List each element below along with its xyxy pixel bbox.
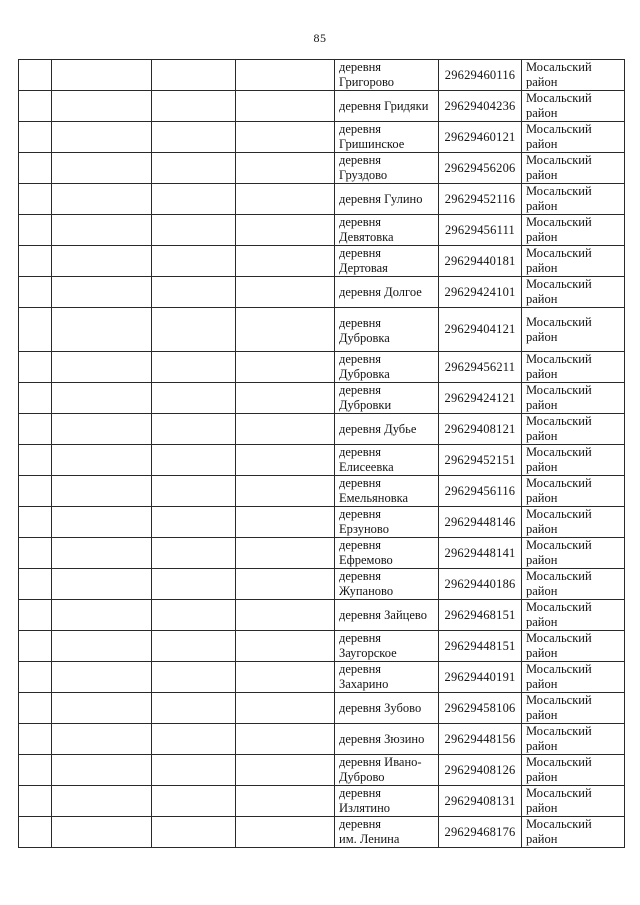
settlement-name-line1: деревня Гридяки <box>339 98 429 113</box>
settlement-name-cell <box>335 693 439 724</box>
settlement-name-line1: деревня <box>339 786 382 800</box>
settlement-name-cell <box>335 352 439 383</box>
oktmo-code-cell: 29629448156 <box>439 724 522 755</box>
oktmo-code-cell: 29629440181 <box>439 246 522 277</box>
district-line2: район <box>526 522 558 536</box>
settlement-registry-table <box>18 59 625 848</box>
settlement-name-cell <box>335 755 439 786</box>
district-line2: район <box>526 553 558 567</box>
empty-cell <box>19 308 52 352</box>
district-cell <box>522 414 625 445</box>
empty-cell <box>236 755 335 786</box>
settlement-name-line1: деревня <box>339 817 382 831</box>
district-cell <box>522 153 625 184</box>
district-line2: район <box>526 106 558 120</box>
district-cell <box>522 184 625 215</box>
settlement-name-line1: деревня <box>339 352 382 366</box>
settlement-name-cell <box>335 277 439 308</box>
empty-cell <box>236 569 335 600</box>
empty-cell <box>152 445 236 476</box>
district-line2: район <box>526 770 558 784</box>
empty-cell <box>52 122 152 153</box>
table-row <box>19 352 625 383</box>
oktmo-code-cell: 29629458106 <box>439 693 522 724</box>
district-line2: район <box>526 615 558 629</box>
district-line2: район <box>526 168 558 182</box>
empty-cell <box>52 352 152 383</box>
empty-cell <box>152 215 236 246</box>
table-row <box>19 277 625 308</box>
table-row <box>19 308 625 352</box>
district-line1: Мосальский <box>526 414 592 428</box>
empty-cell <box>152 414 236 445</box>
district-line2: район <box>526 460 558 474</box>
settlement-name-cell <box>335 476 439 507</box>
oktmo-code-cell: 29629408131 <box>439 786 522 817</box>
district-line1: Мосальский <box>526 60 592 74</box>
settlement-name-line1: деревня Долгое <box>339 284 422 299</box>
empty-cell <box>236 184 335 215</box>
district-line2: район <box>526 584 558 598</box>
empty-cell <box>52 724 152 755</box>
table-row <box>19 569 625 600</box>
oktmo-code-cell: 29629404121 <box>439 308 522 352</box>
settlement-name-line1: деревня <box>339 122 382 136</box>
table-body <box>19 60 625 848</box>
table-row <box>19 476 625 507</box>
settlement-name-cell <box>335 414 439 445</box>
district-cell <box>522 476 625 507</box>
settlement-name-line1: деревня <box>339 507 382 521</box>
empty-cell <box>19 507 52 538</box>
table-row <box>19 414 625 445</box>
district-cell <box>522 445 625 476</box>
empty-cell <box>19 476 52 507</box>
empty-cell <box>19 184 52 215</box>
settlement-name-line1: деревня <box>339 631 382 645</box>
empty-cell <box>52 569 152 600</box>
settlement-name-cell <box>335 246 439 277</box>
table-row <box>19 538 625 569</box>
district-line2: район <box>526 832 558 846</box>
empty-cell <box>152 184 236 215</box>
oktmo-code-cell: 29629460116 <box>439 60 522 91</box>
empty-cell <box>152 91 236 122</box>
settlement-name-cell <box>335 383 439 414</box>
oktmo-code-cell: 29629440186 <box>439 569 522 600</box>
table-row <box>19 445 625 476</box>
empty-cell <box>52 445 152 476</box>
settlement-name-cell <box>335 786 439 817</box>
empty-cell <box>236 476 335 507</box>
settlement-name-cell <box>335 184 439 215</box>
table-row <box>19 662 625 693</box>
settlement-name-line2: Груздово <box>339 168 388 182</box>
oktmo-code-cell: 29629440191 <box>439 662 522 693</box>
empty-cell <box>19 662 52 693</box>
empty-cell <box>236 817 335 848</box>
empty-cell <box>52 414 152 445</box>
table-row <box>19 724 625 755</box>
empty-cell <box>236 352 335 383</box>
settlement-name-cell <box>335 60 439 91</box>
settlement-name-line1: деревня Зайцево <box>339 607 427 622</box>
district-line1: Мосальский <box>526 724 592 738</box>
district-cell <box>522 308 625 352</box>
settlement-name-line1: деревня <box>339 383 382 397</box>
page-number: 85 <box>313 31 327 45</box>
oktmo-code-cell: 29629404236 <box>439 91 522 122</box>
settlement-name-line1: деревня <box>339 316 382 330</box>
oktmo-code-cell: 29629468151 <box>439 600 522 631</box>
settlement-name-cell <box>335 215 439 246</box>
district-line1: Мосальский <box>526 631 592 645</box>
settlement-name-line2: Девятовка <box>339 230 394 244</box>
settlement-name-line1: деревня Зюзино <box>339 731 425 746</box>
empty-cell <box>236 277 335 308</box>
empty-cell <box>19 153 52 184</box>
empty-cell <box>236 662 335 693</box>
district-cell <box>522 817 625 848</box>
district-line2: район <box>526 75 558 89</box>
district-cell <box>522 383 625 414</box>
district-line1: Мосальский <box>526 662 592 676</box>
settlement-name-line2: Григорово <box>339 75 395 89</box>
settlement-name-line1: деревня <box>339 445 382 459</box>
settlement-name-line2: Излятино <box>339 801 391 815</box>
settlement-name-line2: Дуброво <box>339 770 385 784</box>
settlement-name-line1: деревня <box>339 60 382 74</box>
empty-cell <box>52 91 152 122</box>
oktmo-code-cell: 29629448151 <box>439 631 522 662</box>
settlement-name-cell <box>335 507 439 538</box>
district-cell <box>522 215 625 246</box>
empty-cell <box>236 414 335 445</box>
empty-cell <box>236 445 335 476</box>
empty-cell <box>236 693 335 724</box>
empty-cell <box>236 786 335 817</box>
district-line1: Мосальский <box>526 476 592 490</box>
district-cell <box>522 786 625 817</box>
district-line1: Мосальский <box>526 786 592 800</box>
empty-cell <box>19 786 52 817</box>
district-cell <box>522 277 625 308</box>
district-cell <box>522 631 625 662</box>
empty-cell <box>52 755 152 786</box>
empty-cell <box>19 122 52 153</box>
empty-cell <box>152 569 236 600</box>
table-row <box>19 215 625 246</box>
empty-cell <box>152 662 236 693</box>
empty-cell <box>52 507 152 538</box>
table-row <box>19 246 625 277</box>
district-line2: район <box>526 677 558 691</box>
settlement-name-cell <box>335 91 439 122</box>
district-line2: район <box>526 398 558 412</box>
empty-cell <box>52 215 152 246</box>
district-line1: Мосальский <box>526 383 592 397</box>
oktmo-code-cell: 29629452116 <box>439 184 522 215</box>
settlement-name-line2: Дубровка <box>339 331 390 345</box>
oktmo-code-cell: 29629448141 <box>439 538 522 569</box>
table-row <box>19 786 625 817</box>
empty-cell <box>236 538 335 569</box>
district-cell <box>522 352 625 383</box>
empty-cell <box>52 631 152 662</box>
district-line2: район <box>526 329 558 344</box>
table-row <box>19 184 625 215</box>
empty-cell <box>236 122 335 153</box>
settlement-name-cell <box>335 308 439 352</box>
empty-cell <box>152 383 236 414</box>
empty-cell <box>236 631 335 662</box>
empty-cell <box>19 724 52 755</box>
empty-cell <box>19 693 52 724</box>
empty-cell <box>19 631 52 662</box>
empty-cell <box>19 215 52 246</box>
empty-cell <box>19 246 52 277</box>
settlement-name-cell <box>335 122 439 153</box>
settlement-name-cell <box>335 600 439 631</box>
district-line1: Мосальский <box>526 693 592 707</box>
empty-cell <box>152 600 236 631</box>
settlement-name-cell <box>335 538 439 569</box>
empty-cell <box>19 538 52 569</box>
empty-cell <box>52 277 152 308</box>
empty-cell <box>52 662 152 693</box>
settlement-name-line1: деревня <box>339 569 382 583</box>
table-row <box>19 383 625 414</box>
empty-cell <box>19 600 52 631</box>
empty-cell <box>152 60 236 91</box>
settlement-name-cell <box>335 153 439 184</box>
settlement-name-line1: деревня <box>339 662 382 676</box>
district-line2: район <box>526 292 558 306</box>
settlement-name-line2: Ерзуново <box>339 522 389 536</box>
empty-cell <box>152 352 236 383</box>
district-line1: Мосальский <box>526 507 592 521</box>
empty-cell <box>19 91 52 122</box>
oktmo-code-cell: 29629456211 <box>439 352 522 383</box>
settlement-name-line1: деревня <box>339 215 382 229</box>
settlement-name-cell <box>335 662 439 693</box>
oktmo-code-cell: 29629468176 <box>439 817 522 848</box>
oktmo-code-cell: 29629456206 <box>439 153 522 184</box>
district-line1: Мосальский <box>526 600 592 614</box>
district-line2: район <box>526 801 558 815</box>
empty-cell <box>152 786 236 817</box>
table-row <box>19 631 625 662</box>
empty-cell <box>236 383 335 414</box>
empty-cell <box>236 507 335 538</box>
empty-cell <box>152 631 236 662</box>
settlement-name-line1: деревня Ивано- <box>339 755 422 769</box>
empty-cell <box>236 600 335 631</box>
table-row <box>19 60 625 91</box>
district-line1: Мосальский <box>526 314 592 329</box>
district-line1: Мосальский <box>526 569 592 583</box>
settlement-name-cell <box>335 631 439 662</box>
settlement-name-line1: деревня Гулино <box>339 191 423 206</box>
empty-cell <box>52 383 152 414</box>
settlement-name-cell <box>335 445 439 476</box>
empty-cell <box>52 246 152 277</box>
oktmo-code-cell: 29629452151 <box>439 445 522 476</box>
district-line1: Мосальский <box>526 445 592 459</box>
empty-cell <box>152 277 236 308</box>
oktmo-code-cell: 29629460121 <box>439 122 522 153</box>
table-row <box>19 507 625 538</box>
district-cell <box>522 662 625 693</box>
settlement-name-line2: Захарино <box>339 677 389 691</box>
table-row <box>19 91 625 122</box>
district-line1: Мосальский <box>526 215 592 229</box>
empty-cell <box>152 693 236 724</box>
district-cell <box>522 507 625 538</box>
settlement-name-line1: деревня <box>339 476 382 490</box>
settlement-name-line2: Дертовая <box>339 261 388 275</box>
empty-cell <box>152 538 236 569</box>
empty-cell <box>152 724 236 755</box>
table-row <box>19 755 625 786</box>
district-line1: Мосальский <box>526 246 592 260</box>
empty-cell <box>152 122 236 153</box>
empty-cell <box>236 308 335 352</box>
district-line2: район <box>526 261 558 275</box>
district-line2: район <box>526 491 558 505</box>
oktmo-code-cell: 29629456116 <box>439 476 522 507</box>
empty-cell <box>52 153 152 184</box>
empty-cell <box>236 91 335 122</box>
district-line2: район <box>526 646 558 660</box>
empty-cell <box>52 600 152 631</box>
district-line2: район <box>526 367 558 381</box>
empty-cell <box>152 308 236 352</box>
empty-cell <box>52 476 152 507</box>
empty-cell <box>236 60 335 91</box>
district-line2: район <box>526 739 558 753</box>
settlement-name-line1: деревня Зубово <box>339 700 422 715</box>
district-line1: Мосальский <box>526 277 592 291</box>
oktmo-code-cell: 29629448146 <box>439 507 522 538</box>
empty-cell <box>152 817 236 848</box>
oktmo-code-cell: 29629424121 <box>439 383 522 414</box>
district-cell <box>522 600 625 631</box>
empty-cell <box>52 786 152 817</box>
settlement-name-cell <box>335 569 439 600</box>
empty-cell <box>19 414 52 445</box>
empty-cell <box>19 352 52 383</box>
empty-cell <box>152 476 236 507</box>
district-line2: район <box>526 137 558 151</box>
settlement-name-line2: Ефремово <box>339 553 393 567</box>
district-cell <box>522 569 625 600</box>
district-line1: Мосальский <box>526 184 592 198</box>
empty-cell <box>19 755 52 786</box>
empty-cell <box>152 755 236 786</box>
empty-cell <box>52 60 152 91</box>
empty-cell <box>19 817 52 848</box>
district-cell <box>522 91 625 122</box>
district-line2: район <box>526 429 558 443</box>
settlement-name-line2: им. Ленина <box>339 832 400 846</box>
empty-cell <box>52 817 152 848</box>
empty-cell <box>52 538 152 569</box>
oktmo-code-cell: 29629408121 <box>439 414 522 445</box>
empty-cell <box>19 569 52 600</box>
district-line2: район <box>526 199 558 213</box>
empty-cell <box>52 184 152 215</box>
settlement-name-cell <box>335 724 439 755</box>
empty-cell <box>236 215 335 246</box>
district-line2: район <box>526 230 558 244</box>
settlement-name-line2: Дубровка <box>339 367 390 381</box>
empty-cell <box>19 277 52 308</box>
district-line2: район <box>526 708 558 722</box>
settlement-name-line2: Гришинское <box>339 137 405 151</box>
empty-cell <box>52 308 152 352</box>
settlement-name-line2: Заугорское <box>339 646 397 660</box>
empty-cell <box>19 60 52 91</box>
district-cell <box>522 246 625 277</box>
district-line1: Мосальский <box>526 352 592 366</box>
district-cell <box>522 693 625 724</box>
district-line1: Мосальский <box>526 153 592 167</box>
settlement-name-line1: деревня Дубье <box>339 421 417 436</box>
table-row <box>19 153 625 184</box>
empty-cell <box>152 246 236 277</box>
empty-cell <box>19 383 52 414</box>
empty-cell <box>236 246 335 277</box>
district-cell <box>522 724 625 755</box>
district-line1: Мосальский <box>526 91 592 105</box>
district-cell <box>522 60 625 91</box>
empty-cell <box>152 153 236 184</box>
table-row <box>19 600 625 631</box>
district-cell <box>522 122 625 153</box>
settlement-name-line1: деревня <box>339 246 382 260</box>
empty-cell <box>236 153 335 184</box>
oktmo-code-cell: 29629424101 <box>439 277 522 308</box>
district-cell <box>522 755 625 786</box>
district-line1: Мосальский <box>526 755 592 769</box>
district-cell <box>522 538 625 569</box>
oktmo-code-cell: 29629456111 <box>439 215 522 246</box>
district-line1: Мосальский <box>526 817 592 831</box>
settlement-name-line2: Емельяновка <box>339 491 409 505</box>
empty-cell <box>152 507 236 538</box>
empty-cell <box>19 445 52 476</box>
empty-cell <box>52 693 152 724</box>
settlement-name-line2: Дубровки <box>339 398 392 412</box>
settlement-name-line2: Жупаново <box>339 584 394 598</box>
settlement-name-line2: Елисеевка <box>339 460 394 474</box>
district-line1: Мосальский <box>526 538 592 552</box>
oktmo-code-cell: 29629408126 <box>439 755 522 786</box>
empty-cell <box>236 724 335 755</box>
table-row <box>19 817 625 848</box>
settlement-name-line1: деревня <box>339 538 382 552</box>
settlement-name-line1: деревня <box>339 153 382 167</box>
table-row <box>19 693 625 724</box>
district-line1: Мосальский <box>526 122 592 136</box>
settlement-name-cell <box>335 817 439 848</box>
table-row <box>19 122 625 153</box>
